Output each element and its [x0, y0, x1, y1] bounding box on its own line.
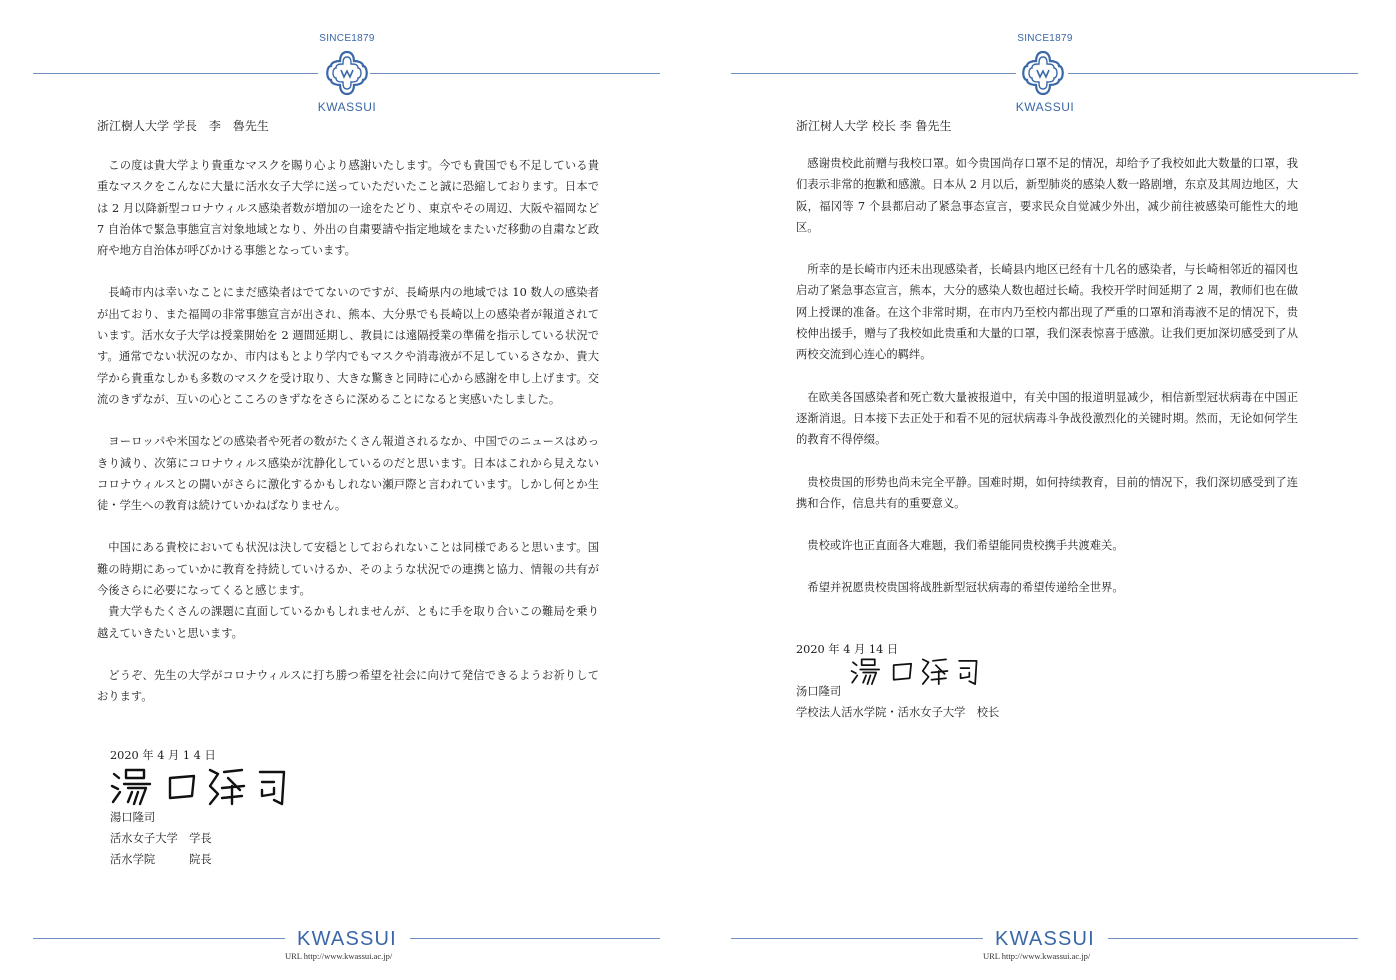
paragraph-5: 贵校或许也正直面各大难题，我们希望能同贵校携手共渡难关。	[807, 539, 1124, 553]
brand-name: KWASSUI	[1015, 100, 1075, 114]
since-label: SINCE1879	[319, 33, 375, 44]
signer-title-1: 活水女子大学 学長	[110, 832, 212, 845]
kwassui-crest-icon	[1019, 49, 1067, 97]
signature-block	[110, 807, 212, 870]
signer-title: 学校法人活水学院・活水女子大学 校长	[796, 706, 1000, 719]
footer-url[interactable]: URL http://www.kwassui.ac.jp/	[983, 951, 1091, 961]
brand-name: KWASSUI	[317, 100, 377, 114]
footer-rule-left	[731, 938, 983, 939]
signer-title-2: 活水学院 院長	[110, 853, 212, 866]
footer-rule-right	[1108, 938, 1358, 939]
salutation: 浙江树人大学 校长 李 鲁先生	[796, 119, 952, 133]
signer-name: 汤口隆司	[796, 685, 842, 698]
paragraph-3: ヨーロッパや米国などの感染者や死者の数がたくさん報道されるなか、中国でのニュースはめっきり減り、次第にコロナウィルス感染が沈静化しているのだと思います。日本はこれから見えないコロナウィルスとの闘いがさらに激化するかもしれない瀬戸際と言われています。しかし何とか生徒・学生への教育は続けていかねばなりません。	[97, 435, 599, 513]
handwritten-signature	[110, 764, 290, 808]
paragraph-5: 貴大学もたくさんの課題に直面しているかもしれませんが、ともに手を取り合いこの難局を乗り越えていきたいと思います。	[97, 605, 599, 640]
paragraph-2: 長崎市内は幸いなことにまだ感染者はでてないのですが、長崎県内の地域では 10 数人の感染者が出ており、また福岡の非常事態宣言が出され、熊本、大分県でも長崎以上の感染者が報道されています。活水女子大学は授業開始を 2 週間延期し、教員には遠隔授業の準備を指示している状況です。通常でない状況のなか、市内はもとより学内でもマスクや消毒液が不足しているさなか、貴大学から貴重なしかも多数のマスクを受け取り、大きな驚きと同時に心から感謝を申し上げます。交流のきずなが、互いの心とこころのきずなをさらに深めることになると実感いたしました。	[97, 286, 599, 406]
footer-rule-left	[33, 938, 285, 939]
paragraph-1: この度は貴大学より貴重なマスクを賜り心より感謝いたします。今でも貴国でも不足している貴重なマスクをこんなに大量に活水女子大学に送っていただいたこと誠に恐縮しております。日本では 2 月以降新型コロナウィルス感染者数が増加の一途をたどり、東京やその周辺、大阪や福岡など 7 自治体で緊急事態宣言対象地域となり、外出の自粛要請や指定地域をまたいだ移動の自粛など政府や地方自治体が呼びかける事態となっています。	[97, 159, 599, 258]
header-rule-left	[731, 73, 1016, 74]
date: 2020 年 4 月 1 4 日	[110, 749, 216, 762]
paragraph-4: 贵校贵国的形势也尚未完全平静。国难时期，如何持续教育，目前的情况下，我们深切感受到了连携和合作，信息共有的重要意义。	[796, 475, 1298, 510]
paragraph-2: 所幸的是长崎市内还未出现感染者，长崎县内地区已经有十几名的感染者，与长崎相邻近的福冈也启动了紧急事态宣言，熊本，大分的感染人数也超过长崎。我校开学时间延期了 2 周，教师们也在做网上授课的准备。在这个非常时期，在市内乃至校内都出现了严重的口罩和消毒液不足的情况下，贵校伸出援手，赠与了我校如此贵重和大量的口罩，我们深表惊喜于感激。让我们更加深切感受到了从两校交流到心连心的羁绊。	[796, 263, 1298, 362]
since-label: SINCE1879	[1017, 33, 1073, 44]
date: 2020 年 4 月 14 日	[796, 643, 899, 656]
kwassui-crest-icon	[323, 49, 371, 97]
footer-url[interactable]: URL http://www.kwassui.ac.jp/	[285, 951, 393, 961]
salutation: 浙江樹人大学 学長 李 魯先生	[97, 119, 269, 133]
paragraph-3: 在欧美各国感染者和死亡数大量被报道中，有关中国的报道明显减少，相信新型冠状病毒在中国正逐渐消退。日本接下去正处于和看不见的冠状病毒斗争战役激烈化的关键时期。然而，无论如何学生的教育不得停缀。	[796, 390, 1298, 447]
signer-name: 湯口隆司	[110, 811, 156, 824]
paragraph-6: 希望并祝愿贵校贵国将战胜新型冠状病毒的希望传递给全世界。	[807, 581, 1124, 595]
footer-brand: KWASSUI	[297, 928, 397, 950]
letter-page-chinese	[698, 0, 1396, 980]
letter-body	[97, 155, 599, 708]
header-rule-right	[1068, 73, 1358, 74]
header-rule-right	[370, 73, 660, 74]
paragraph-6: どうぞ、先生の大学がコロナウィルスに打ち勝つ希望を社会に向けて発信できるようお祈りしております。	[97, 668, 599, 704]
footer-brand: KWASSUI	[995, 928, 1095, 950]
header-rule-left	[33, 73, 318, 74]
footer-rule-right	[410, 938, 660, 939]
paragraph-1: 感谢贵校此前赠与我校口罩。如今贵国尚存口罩不足的情况，却给予了我校如此大数量的口罩，我们表示非常的抱歉和感激。日本从 2 月以后，新型肺炎的感染人数一路剧增，东京及其周边地区，大阪，福冈等 7 个县都启动了紧急事态宣言，要求民众自觉减少外出，减少前往被感染可能性大的地区。	[796, 157, 1298, 234]
letter-body	[796, 153, 1298, 599]
paragraph-4: 中国にある貴校においても状況は決して安穏としておられないことは同様であると思います。国難の時期にあっていかに教育を持続していけるか、そのような状況での連携と協力、情報の共有が今後さらに必要になってくると感じます。	[97, 541, 599, 598]
signature-block	[796, 681, 999, 723]
